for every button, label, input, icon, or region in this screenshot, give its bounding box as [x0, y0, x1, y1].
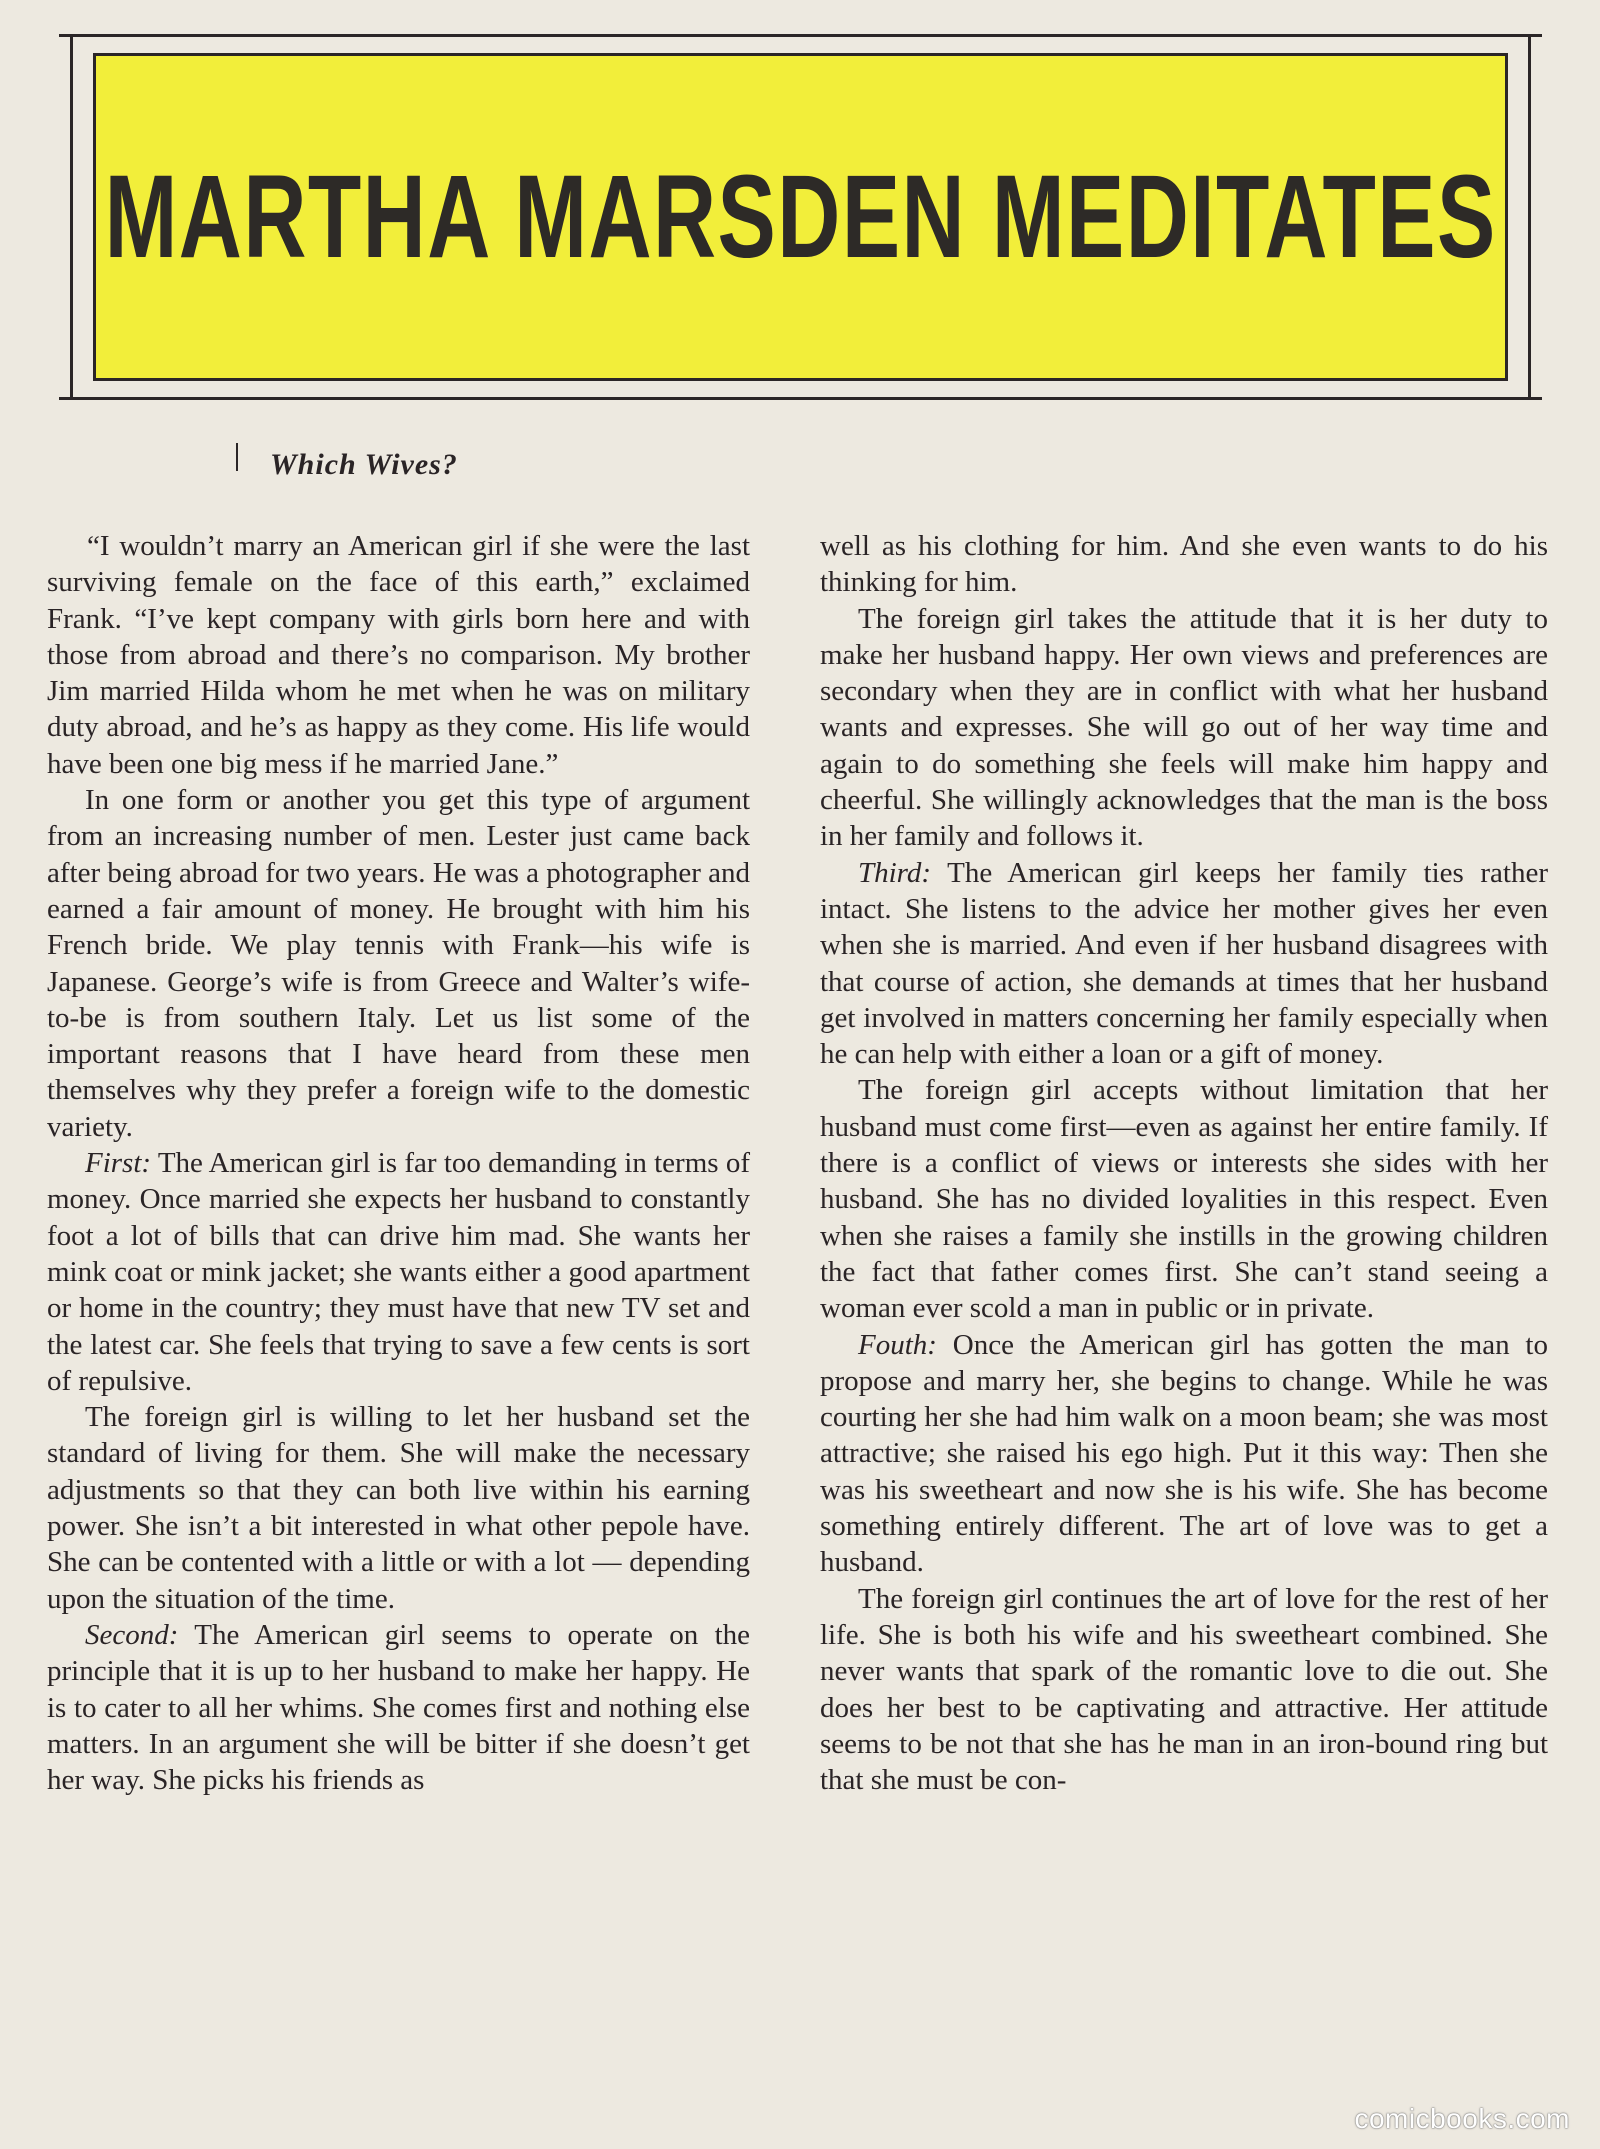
paragraph: well as his clothing for him. And she even wants to do his thinking for him. — [820, 530, 1548, 599]
section-lead: First: — [85, 1147, 152, 1180]
title-banner — [93, 53, 1508, 381]
watermark: comicbooks.com — [1354, 2103, 1570, 2134]
title-banner-frame — [70, 34, 1531, 400]
paragraph: Fouth: Once the American girl has gotten the man to propose and marry her, she begins to change. While he was courting her she had him walk on a moon beam; she was most attractive; she raised his ego high. Put it this way: Then she was his sweetheart and now she is his wife. She has become something entirely different. The art of love was to get a husband. — [820, 1328, 1548, 1579]
left-column — [47, 528, 750, 1798]
subhead-rule — [236, 443, 238, 471]
section-lead: Fouth: — [858, 1328, 937, 1361]
page-title: MARTHA MARSDEN MEDITATES — [104, 151, 1497, 283]
article-subhead: Which Wives? — [270, 448, 458, 481]
paragraph: The foreign girl takes the attitude that it is her duty to make her husband happy. Her own views and preferences are secondary when they are in conflict with what her husband wants and expresses. She will go out of her way time and again to do something she feels will make him happy and cheerful. She willingly acknowledges that the man is the boss in her family and follows it. — [820, 602, 1548, 853]
right-column — [820, 528, 1548, 1798]
paragraph: The foreign girl is willing to let her husband set the standard of living for them. She will make the necessary adjustments so that they can both live within his earning power. She isn’t a bit interested in what other pepole have. She can be contented with a little or with a lot — depending upon the situation of the time. — [47, 1401, 750, 1615]
paragraph: The foreign girl accepts without limitation that her husband must come first—even as against her entire family. If there is a conflict of views or interests she sides with her husband. She has no divided loyalities in this respect. Even when she raises a family she instills in the growing children the fact that father comes first. She can’t stand seeing a woman ever scold a man in public or in private. — [820, 1074, 1548, 1325]
paragraph: “I wouldn’t marry an American girl if she were the last surviving female on the face of this earth,” exclaimed Frank. “I’ve kept company with girls born here and with those from abroad and there’s no comparison. My brother Jim married Hilda whom he met when he was on military duty abroad, and he’s as happy as they come. His life would have been one big mess if he married Jane.” — [47, 530, 750, 780]
paragraph: In one form or another you get this type of argument from an increasing number of men. Lester just came back after being abroad for two years. He was a photographer and earned a fair amount of money. He brought with him his French bride. We play tennis with Frank—his wife is Japanese. George’s wife is from Greece and Walter’s wife-to-be is from southern Italy. Let us list some of the important reasons that I have heard from these men themselves why they prefer a foreign wife to the domestic variety. — [47, 784, 750, 1143]
section-lead: Third: — [858, 856, 932, 889]
section-lead: Second: — [85, 1618, 179, 1651]
paragraph: Second: The American girl seems to operate on the principle that it is up to her husband to make her happy. He is to cater to all her whims. She comes first and nothing else matters. In an argument she will be bitter if she doesn’t get her way. She picks his friends as — [47, 1618, 750, 1797]
paragraph: The foreign girl continues the art of love for the rest of her life. She is both his wife and his sweetheart combined. She never wants that spark of the romantic love to die out. She does her best to be captivating and attractive. Her attitude seems to be not that she has he man in an iron-bound ring but that she must be con- — [820, 1582, 1548, 1797]
paragraph: Third: The American girl keeps her family ties rather intact. She listens to the advice her mother gives her even when she is married. And even if her husband disagrees with that course of action, she demands at times that her husband get involved in matters concerning her family especially when he can help with either a loan or a gift of money. — [820, 856, 1548, 1071]
paragraph: First: The American girl is far too demanding in terms of money. Once married she expects her husband to constantly foot a lot of bills that can drive him mad. She wants her mink coat or mink jacket; she wants either a good apartment or home in the country; they must have that new TV set and the latest car. She feels that trying to save a few cents is sort of repulsive. — [47, 1147, 750, 1397]
